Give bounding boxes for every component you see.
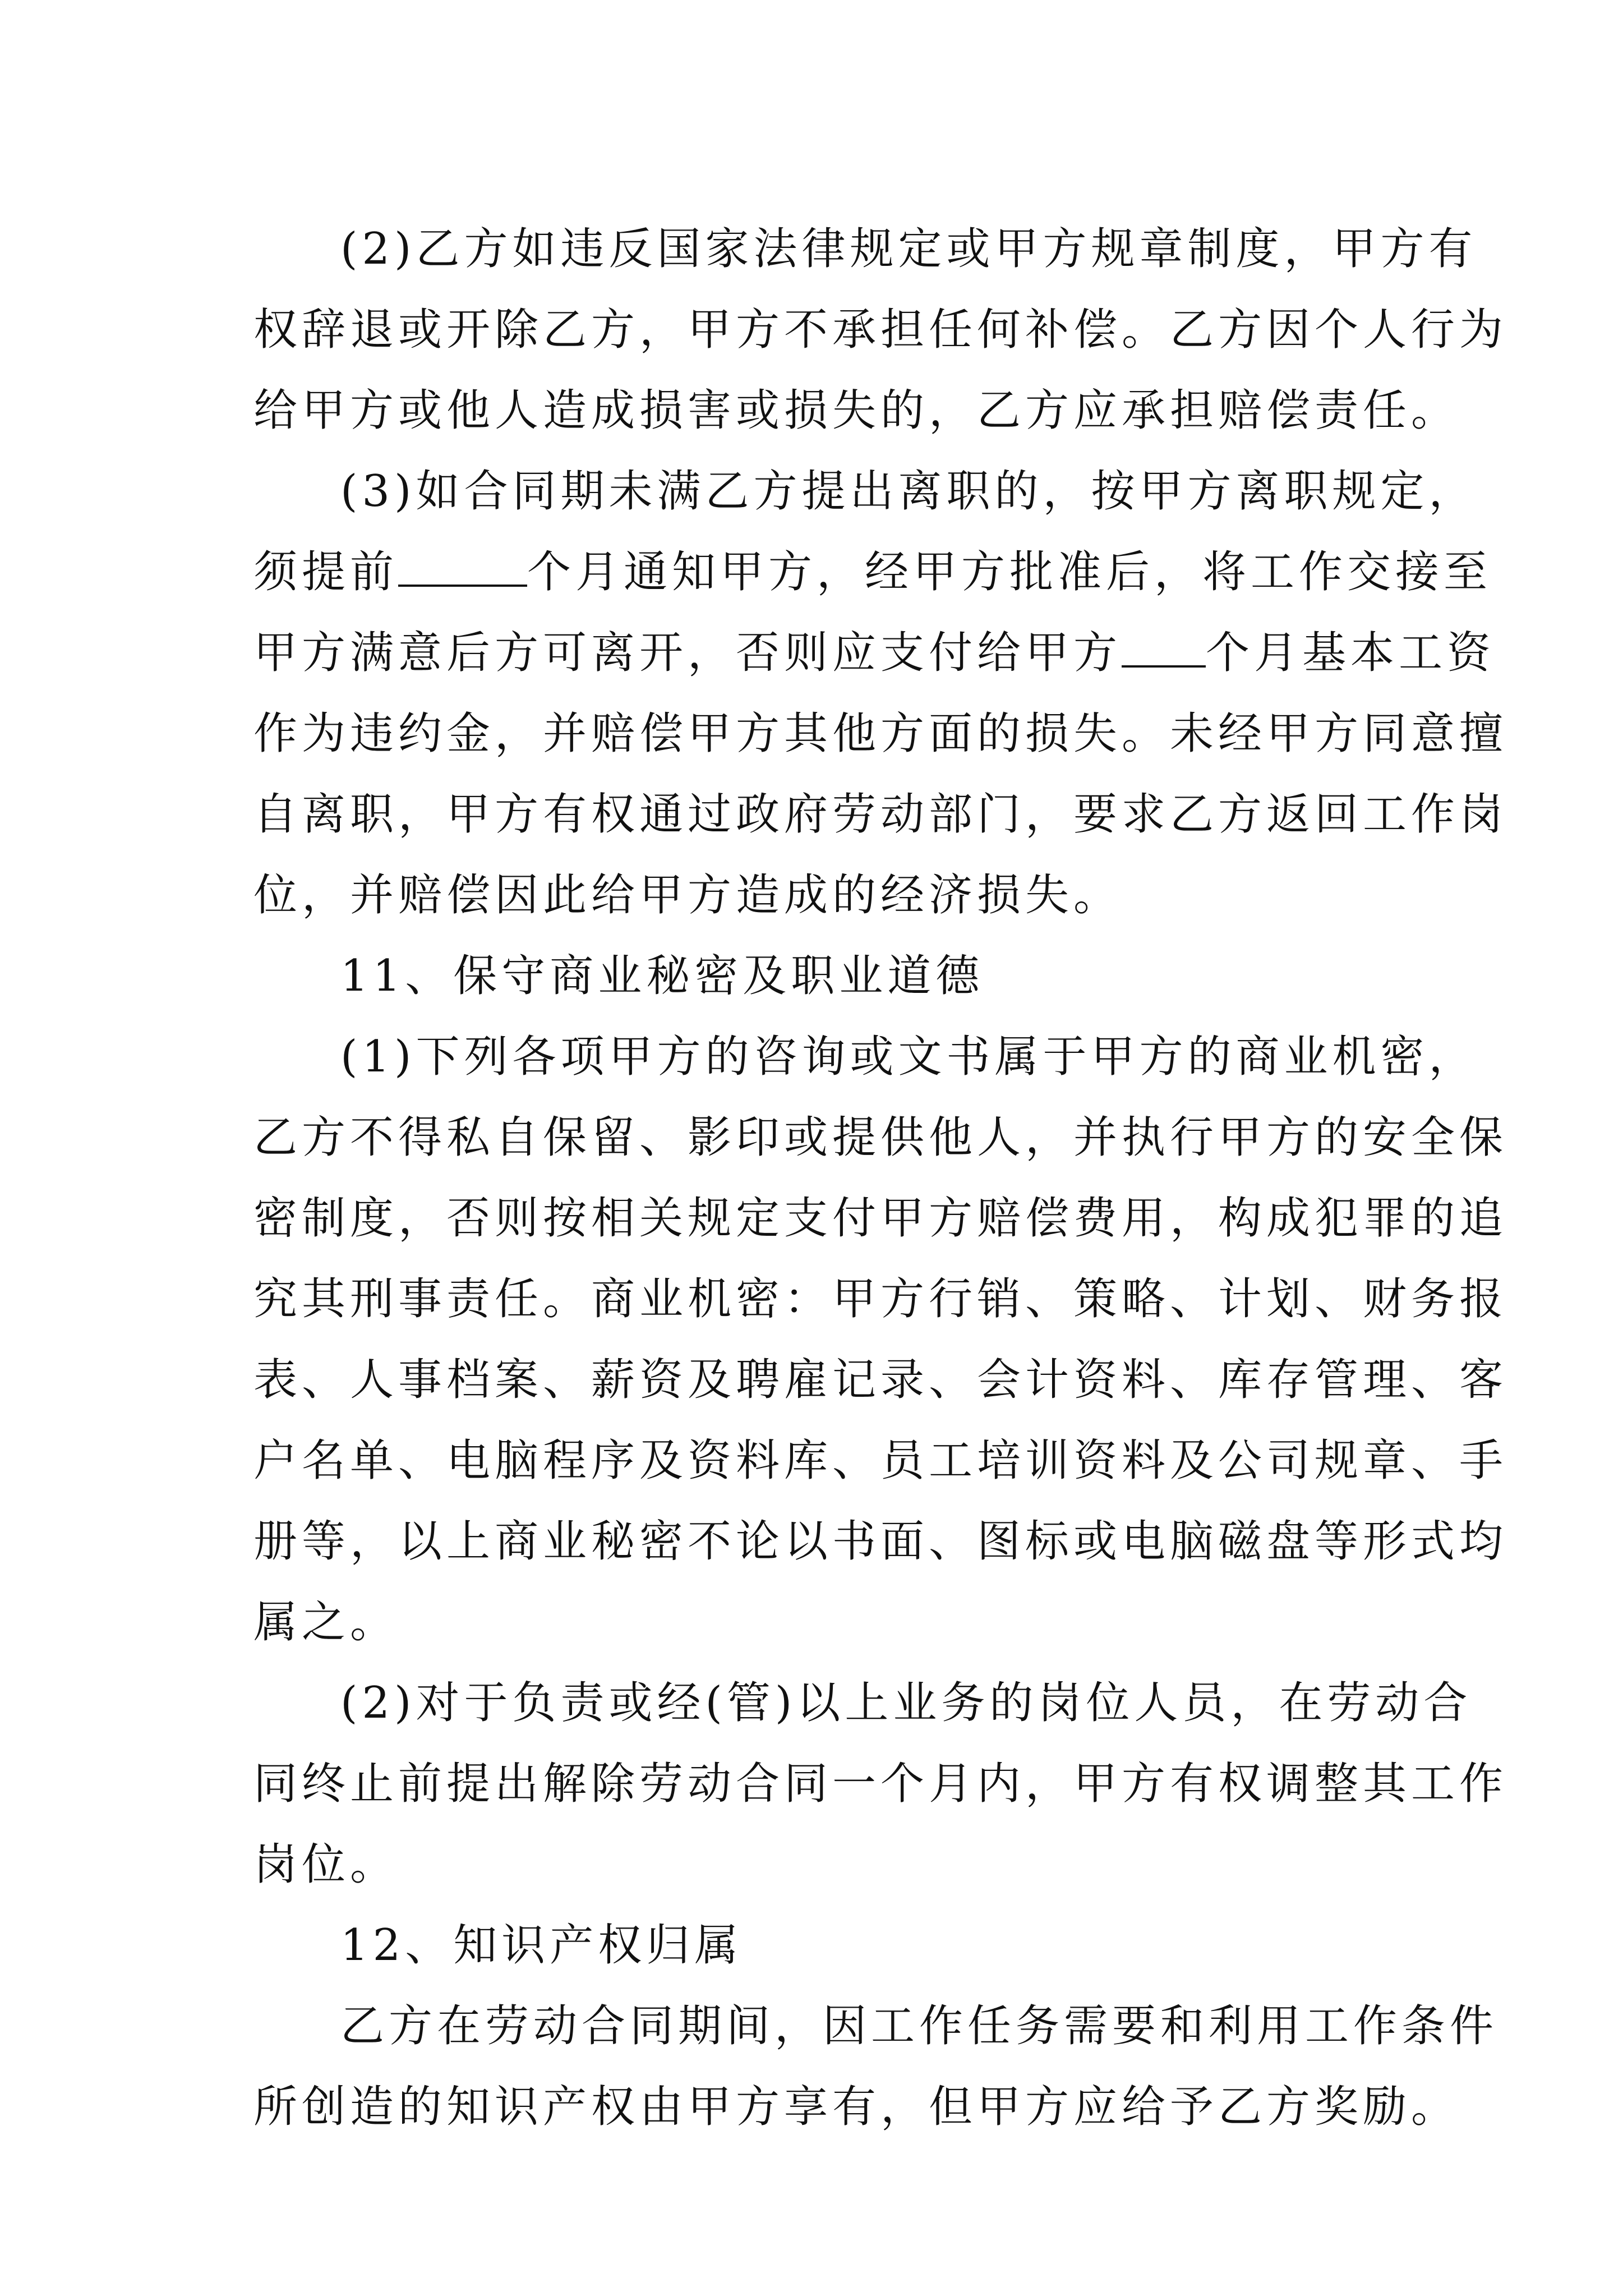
section-heading: 11、保守商业秘密及职业道德 [340, 951, 984, 1001]
paragraph-line: 表、人事档案、薪资及聘雇记录、会计资料、库存管理、客 [253, 1355, 1508, 1405]
text-fragment: 须提前 [253, 547, 399, 597]
paragraph-line: 同终止前提出解除劳动合同一个月内，甲方有权调整其工作 [253, 1759, 1508, 1809]
paragraph-line: 岗位。 [253, 1839, 399, 1890]
paragraph-line: 密制度，否则按相关规定支付甲方赔偿费用，构成犯罪的追 [253, 1193, 1508, 1244]
document-body [253, 209, 1508, 2147]
paragraph-line: 作为违约金，并赔偿甲方其他方面的损失。未经甲方同意擅 [253, 708, 1508, 759]
fill-in-blank [1122, 626, 1206, 668]
paragraph-line: 所创造的知识产权由甲方享有，但甲方应给予乙方奖励。 [253, 2082, 1460, 2132]
paragraph-line: (3)如合同期未满乙方提出离职的，按甲方离职规定， [340, 466, 1477, 517]
paragraph-line: 乙方在劳动合同期间，因工作任务需要和利用工作条件 [340, 2001, 1498, 2051]
paragraph-line [253, 532, 1492, 613]
paragraph-line: 权辞退或开除乙方，甲方不承担任何补偿。乙方因个人行为 [253, 305, 1508, 355]
paragraph-line: 究其刑事责任。商业机密：甲方行销、策略、计划、财务报 [253, 1274, 1508, 1324]
paragraph-line: 给甲方或他人造成损害或损失的，乙方应承担赔偿责任。 [253, 385, 1460, 436]
paragraph-line: (2)乙方如违反国家法律规定或甲方规章制度，甲方有 [340, 224, 1477, 274]
paragraph-line [253, 613, 1496, 693]
section-heading: 12、知识产权归属 [340, 1920, 743, 1971]
fill-in-blank [398, 545, 527, 587]
paragraph-line: 属之。 [253, 1597, 399, 1648]
paragraph-line: (2)对于负责或经(管)以上业务的岗位人员，在劳动合 [340, 1678, 1472, 1728]
paragraph-line: 户名单、电脑程序及资料库、员工培训资料及公司规章、手 [253, 1435, 1508, 1486]
paragraph-line: 乙方不得私自保留、影印或提供他人，并执行甲方的安全保 [253, 1112, 1508, 1163]
paragraph-line: 册等，以上商业秘密不论以书面、图标或电脑磁盘等形式均 [253, 1516, 1508, 1567]
paragraph-line: (1)下列各项甲方的咨询或文书属于甲方的商业机密， [340, 1032, 1477, 1082]
paragraph-line: 自离职，甲方有权通过政府劳动部门，要求乙方返回工作岗 [253, 789, 1508, 840]
text-fragment: 个月基本工资 [1206, 628, 1496, 678]
text-fragment: 甲方满意后方可离开，否则应支付给甲方 [253, 628, 1122, 678]
text-fragment: 个月通知甲方，经甲方批准后，将工作交接至 [527, 547, 1492, 597]
paragraph-line: 位，并赔偿因此给甲方造成的经济损失。 [253, 870, 1122, 921]
